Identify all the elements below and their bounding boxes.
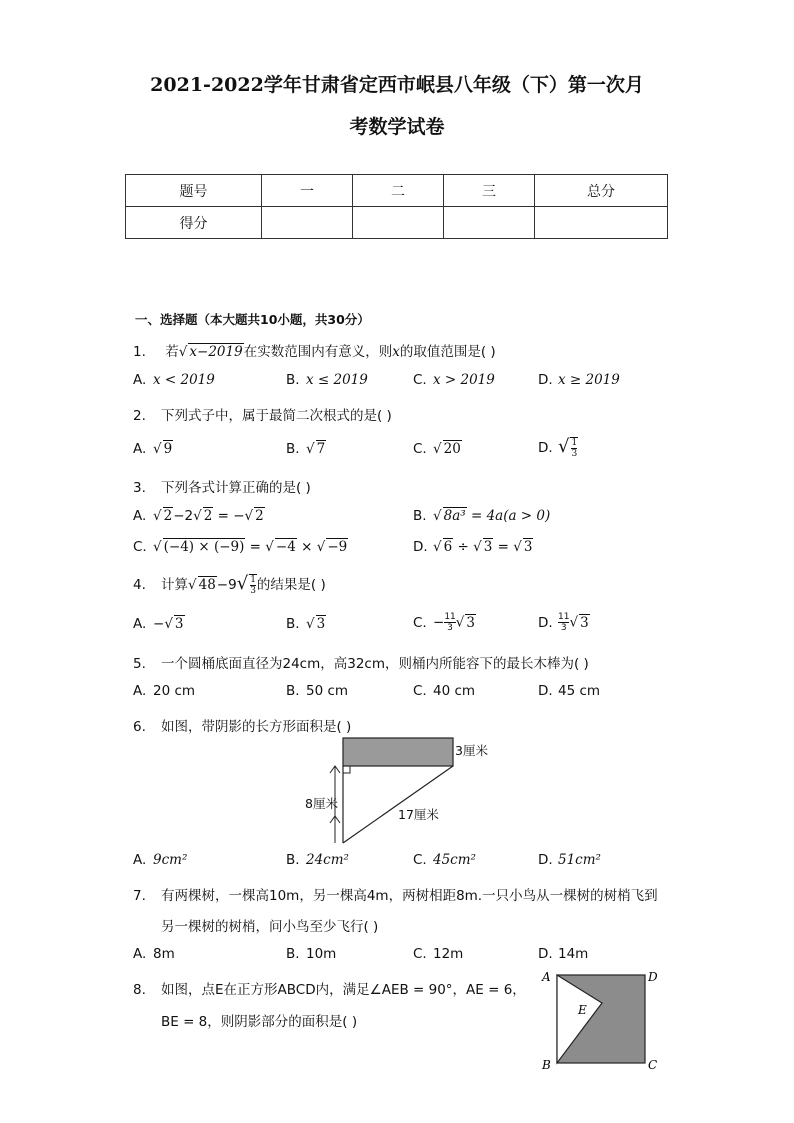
exam-title-line2: 考数学试卷 [349,116,445,138]
q2-option-c[interactable]: C. √ 20 [413,441,461,457]
question-2 [133,404,392,424]
q1-text-post2: 的取值范围是( ) [399,344,496,360]
q8-figure [540,965,665,1077]
q3-option-b[interactable]: B. √ 8a³ = 4a(a > 0) [413,508,551,524]
q7-option-c[interactable]: C. 12m [413,946,464,962]
q5-option-c[interactable]: C. 40 cm [413,683,476,699]
question-number: 5. [133,656,146,672]
q4-option-c[interactable]: C. − $\frac{11}{3}$ √ 3 [413,612,475,633]
question-number: 4. [133,577,146,593]
section-heading: 一、选择题（本大题共10小题，共30分） [135,312,370,327]
q4-radicand: 48 [198,577,216,593]
q3-option-d[interactable]: D. √ 6 ÷ √ 3 = √ 3 [413,539,533,555]
q3-text: 下列各式计算正确的是( ) [161,480,311,496]
q7-text-line1: 有两棵树，一棵高10m，另一棵高4m，两树相距8m.一只小鸟从一棵树的树梢飞到 [161,888,658,904]
question-3 [133,476,311,496]
score-header-cell: 题号 [126,175,262,207]
q6-text: 如图，带阴影的长方形面积是( ) [161,719,352,735]
score-cell[interactable] [535,207,668,239]
question-number: 2. [133,408,146,424]
score-header-cell: 总分 [535,175,668,207]
q7-option-d[interactable]: D. 14m [538,946,589,962]
q4-option-d[interactable]: D. $\frac{11}{3}$ √ 3 [538,612,589,633]
question-number: 6. [133,719,146,735]
q3-option-a[interactable]: A. √ 2−2√ 2 = −√ 2 [133,508,264,524]
q2-text: 下列式子中，属于最简二次根式的是( ) [161,408,392,424]
question-number: 8. [133,982,146,998]
score-header-cell: 一 [262,175,353,207]
exam-title-line1: 2021-2022学年甘肃省定西市岷县八年级（下）第一次月 [150,74,644,96]
score-table [125,174,668,239]
q4-mid: −9 [216,577,237,593]
q8-text-line2: BE = 8，则阴影部分的面积是( ) [161,1014,358,1030]
label-a: A [542,970,551,984]
question-number: 3. [133,480,146,496]
q4-option-b[interactable]: B. √ 3 [286,616,326,632]
shaded-rectangle [343,738,453,766]
question-6 [133,715,351,735]
q3-option-c[interactable]: C. √ (−4) × (−9) = √ −4 × √ −9 [133,539,348,555]
q1-option-c[interactable]: C. x > 2019 [413,372,495,388]
q2-option-a[interactable]: A. √ 9 [133,441,173,457]
q5-text: 一个圆桶底面直径为24cm，高32cm，则桶内所能容下的最长木棒为( ) [161,656,589,672]
q1-text-post: 在实数范围内有意义，则 [243,344,393,360]
label-c: C [648,1058,658,1072]
q6-option-c[interactable]: C. 45cm² [413,852,476,868]
q1-text-pre: 若 [165,344,179,360]
question-4: 4. 计算√ 48−9√ $\frac{1}{3}$ 的结果是( ) [133,573,326,596]
q7-option-a[interactable]: A. 8m [133,946,175,962]
q4-option-a[interactable]: A. −√ 3 [133,616,184,632]
question-5 [133,652,589,672]
question-8 [133,978,526,998]
q6-option-a[interactable]: A. 9cm² [133,852,188,868]
label-e: E [578,1003,587,1017]
q5-option-b[interactable]: B. 50 cm [286,683,349,699]
q2-option-d[interactable]: D. √ $\frac{1}{3}$ [538,436,578,459]
label-b: B [542,1058,551,1072]
q6-option-b[interactable]: B. 24cm² [286,852,349,868]
score-header-cell: 三 [444,175,535,207]
question-number: 1. [133,344,146,360]
score-row-label: 得分 [126,207,262,239]
sqrt-sign-icon: √ [178,344,188,360]
q4-text-pre: 计算 [161,577,188,593]
score-header-cell: 二 [353,175,444,207]
q1-var: x [392,344,400,360]
score-table-header-row [126,175,668,207]
score-cell[interactable] [444,207,535,239]
right-angle-icon [343,766,350,773]
question-number: 7. [133,888,146,904]
q6-label-17cm: 17厘米 [398,807,439,822]
q6-label-3cm: 3厘米 [455,743,488,758]
q6-option-d[interactable]: D. 51cm² [538,852,601,868]
q7-option-b[interactable]: B. 10m [286,946,337,962]
q7-text-line2: 另一棵树的树梢，问小鸟至少飞行( ) [161,919,379,935]
label-d: D [648,970,658,984]
q5-option-a[interactable]: A. 20 cm [133,683,196,699]
q1-option-d[interactable]: D. x ≥ 2019 [538,372,620,388]
q1-option-a[interactable]: A. x < 2019 [133,372,215,388]
q2-option-b[interactable]: B. √ 7 [286,441,326,457]
q1-option-b[interactable]: B. x ≤ 2019 [286,372,368,388]
q5-option-d[interactable]: D. 45 cm [538,683,601,699]
question-7 [133,884,658,904]
q6-label-8cm: 8厘米 [305,796,338,811]
q8-text-line1: 如图，点E在正方形ABCD内，满足∠AEB = 90°，AE = 6， [161,982,526,998]
score-cell[interactable] [353,207,444,239]
score-cell[interactable] [262,207,353,239]
q4-text-post: 的结果是( ) [256,577,326,593]
score-table-row [126,207,668,239]
q1-radicand: x−2019 [189,344,243,360]
question-1 [133,340,496,360]
